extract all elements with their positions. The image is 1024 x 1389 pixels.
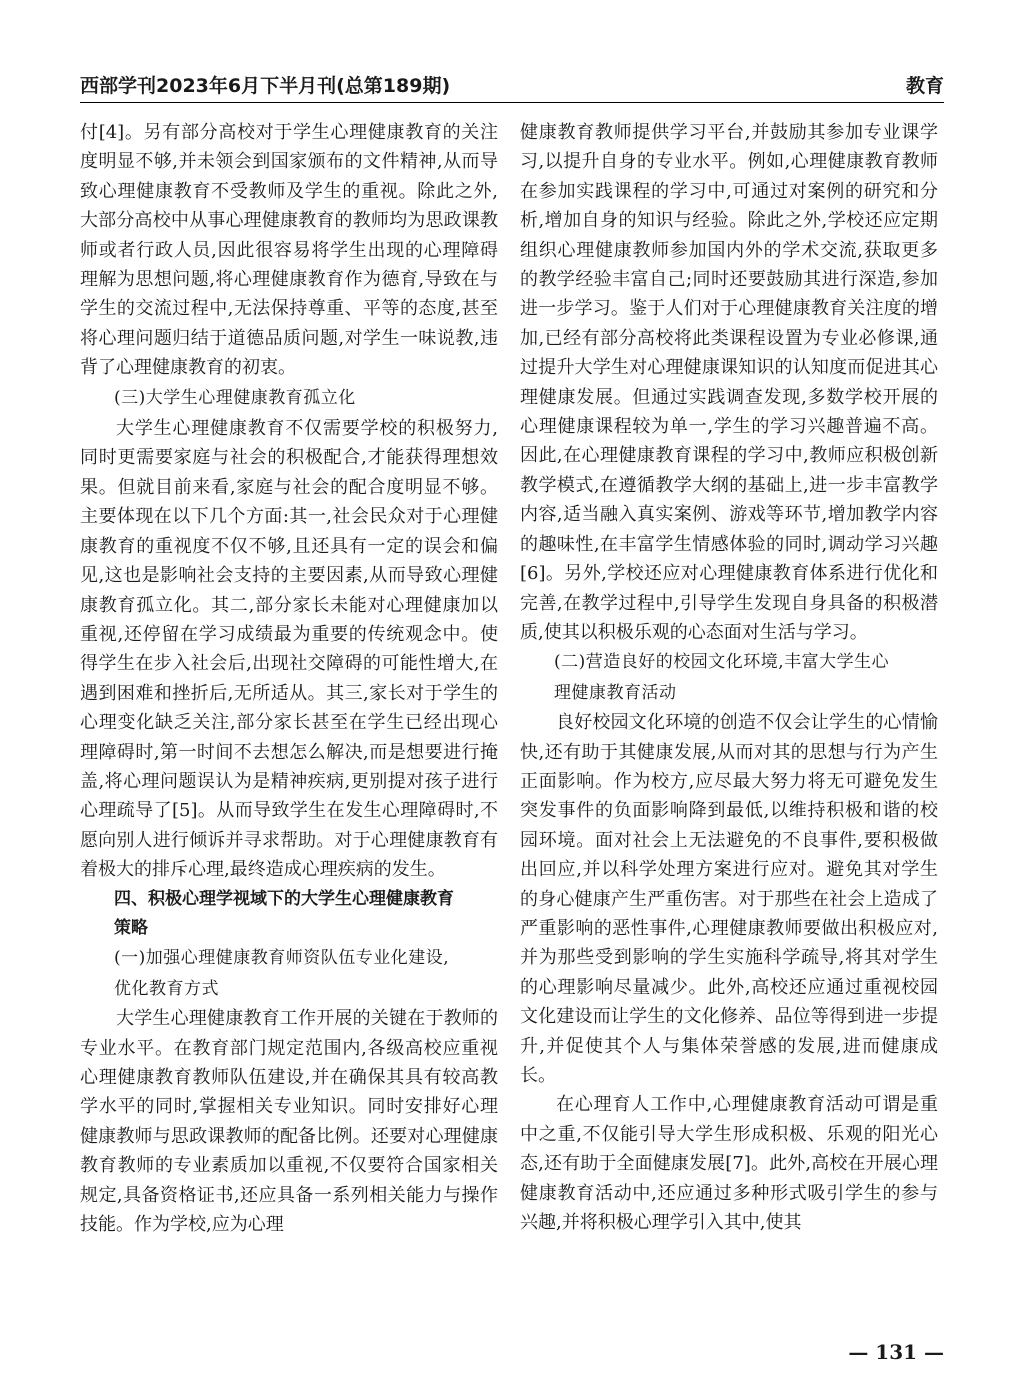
- subsection-heading: (三)大学生心理健康教育孤立化: [114, 387, 356, 408]
- paragraph: 大学生心理健康教育工作开展的关键在于教师的专业水平。在教育部门规定范围内,各级高校应重视心理健康教育教师队伍建设,并在确保其具有较高教学水平的同时,掌握相关专业知识。同时安排好心理健康教师与思政课教师的配备比例。还要对心理健康教育教师的专业素质加以重视,不仅要符合国家相关规定,具备资格证书,还应具备一系列相关能力与操作技能。作为学校,应为心理: [80, 1008, 498, 1236]
- subsection-heading-cont: 优化教育方式: [114, 978, 219, 999]
- subsection-heading: (二)营造良好的校园文化环境,丰富大学生心: [554, 652, 890, 673]
- left-column: [80, 118, 498, 1239]
- page-number: — 131 —: [848, 1340, 944, 1364]
- section-heading-cont: 策略: [114, 917, 148, 938]
- section-label: 教育: [905, 75, 944, 97]
- paragraph: 健康教育教师提供学习平台,并鼓励其参加专业课学习,以提升自身的专业水平。例如,心理健康教育教师在参加实践课程的学习中,可通过对案例的研究和分析,增加自身的知识与经验。除此之外,学校还应定期组织心理健康教师参加国内外的学术交流,获取更多的教学经验丰富自己;同时还要鼓励其进行深造,参加进一步学习。鉴于人们对于心理健康教育关注度的增加,已经有部分高校将此类课程设置为专业必修课,通过提升大学生对心理健康课知识的认知度而促进其心理健康发展。但通过实践调查发现,多数学校开展的心理健康课程较为单一,学生的学习兴趣普遍不高。因此,在心理健康教育课程的学习中,教师应积极创新教学模式,在遵循教学大纲的基础上,进一步丰富教学内容,适当融入真实案例、游戏等环节,增加教学内容的趣味性,在丰富学生情感体验的同时,调动学习兴趣[6]。另外,学校还应对心理健康教育体系进行优化和完善,在教学过程中,引导学生发现自身具备的积极潜质,使其以积极乐观的心态面对生活与学习。: [520, 122, 938, 643]
- section-heading: 四、积极心理学视域下的大学生心理健康教育: [114, 888, 454, 909]
- page-header: [80, 68, 944, 98]
- paragraph: 在心理育人工作中,心理健康教育活动可谓是重中之重,不仅能引导大学生形成积极、乐观的阳光心态,还有助于全面健康发展[7]。此外,高校在开展心理健康教育活动中,还应通过多种形式吸引学生的参与兴趣,并将积极心理学引入其中,使其: [520, 1094, 938, 1234]
- subsection-heading: (一)加强心理健康教育师资队伍专业化建设,: [114, 948, 450, 969]
- paragraph: 良好校园文化环境的创造不仅会让学生的心情愉快,还有助于其健康发展,从而对其的思想与行为产生正面影响。作为校方,应尽最大努力将无可避免发生突发事件的负面影响降到最低,以维持积极和谐的校园环境。面对社会上无法避免的不良事件,要积极做出回应,并以科学处理方案进行应对。避免其对学生的身心健康产生严重伤害。对于那些在社会上造成了严重影响的恶性事件,心理健康教师要做出积极应对,并为那些受到影响的学生实施科学疏导,将其对学生的心理影响尽量减少。此外,高校还应通过重视校园文化建设而让学生的文化修养、品位等得到进一步提升,并促使其个人与集体荣誉感的发展,进而健康成长。: [520, 712, 938, 1086]
- paragraph: 付[4]。另有部分高校对于学生心理健康教育的关注度明显不够,并未领会到国家颁布的文件精神,从而导致心理健康教育不受教师及学生的重视。除此之外,大部分高校中从事心理健康教育的教师均为思政课教师或者行政人员,因此很容易将学生出现的心理障碍理解为思想问题,将心理健康教育作为德育,导致在与学生的交流过程中,无法保持尊重、平等的态度,甚至将心理问题归结于道德品质问题,对学生一味说教,违背了心理健康教育的初衷。: [80, 122, 498, 379]
- paragraph: 大学生心理健康教育不仅需要学校的积极努力,同时更需要家庭与社会的积极配合,才能获得理想效果。但就目前来看,家庭与社会的配合度明显不够。主要体现在以下几个方面:其一,社会民众对于心理健康教育的重视度不仅不够,且还具有一定的误会和偏见,这也是影响社会支持的主要因素,从而导致心理健康教育孤立化。其二,部分家长未能对心理健康加以重视,还停留在学习成绩最为重要的传统观念中。使得学生在步入社会后,出现社交障碍的可能性增大,在遇到困难和挫折后,无所适从。其三,家长对于学生的心理变化缺乏关注,部分家长甚至在学生已经出现心理障碍时,第一时间不去想怎么解决,而是想要进行掩盖,将心理问题误认为是精神疾病,更别提对孩子进行心理疏导了[5]。从而导致学生在发生心理障碍时,不愿向别人进行倾诉并寻求帮助。对于心理健康教育有着极大的排斥心理,最终造成心理疾病的发生。: [80, 418, 498, 881]
- right-column: [520, 118, 938, 1237]
- subsection-heading-cont: 理健康教育活动: [554, 682, 677, 703]
- header-rule: [80, 102, 944, 103]
- journal-title: 西部学刊2023年6月下半月刊(总第189期): [80, 75, 451, 97]
